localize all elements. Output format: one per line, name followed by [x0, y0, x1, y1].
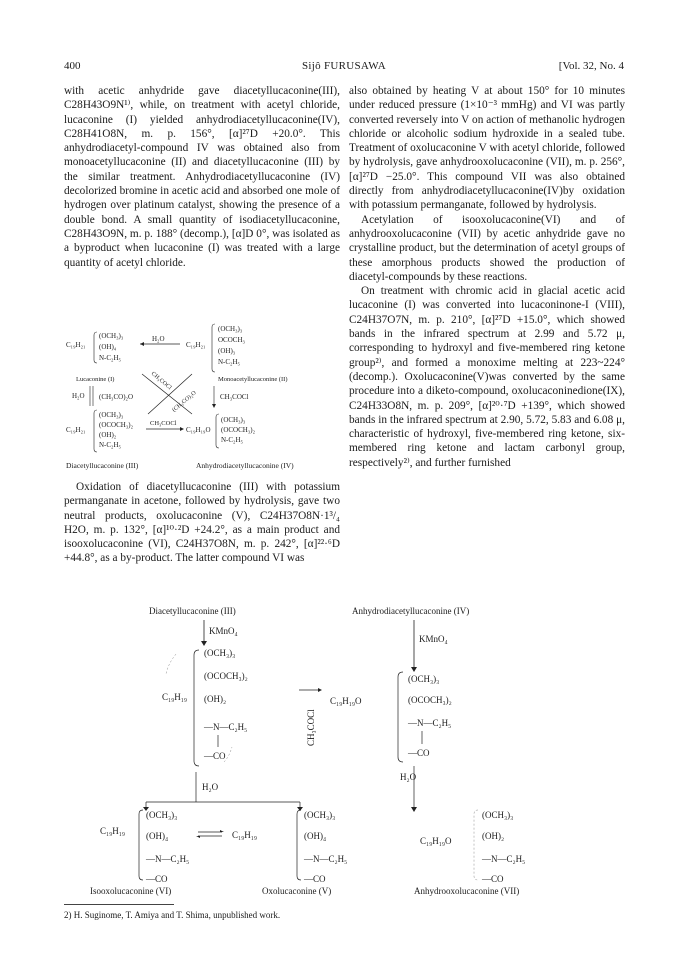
formula-group: (OH)₄	[304, 831, 327, 841]
scheme-label-iv: Anhydrodiacetyllucaconine (IV)	[352, 606, 470, 616]
formula-core: C₁₉H₁₉	[162, 692, 188, 702]
formula-group: (OCH₃)₃	[146, 810, 178, 820]
footnote: 2) H. Suginome, T. Amiya and T. Shima, unpublished work.	[64, 910, 281, 920]
formula-core: C₁₉H₂₁	[66, 426, 86, 434]
compound-label-lucaconine: Lucaconine (I)	[76, 376, 115, 383]
formula-core: C₁₉H₁₉O	[186, 426, 211, 434]
formula-group: (OH)₂	[482, 831, 505, 841]
reagent-label: (CH₃CO)₂O	[171, 390, 198, 414]
formula-core: C₁₉H₂₁	[186, 341, 206, 349]
caption-diacetyl: Diacetyllucaconine (III)	[66, 461, 139, 470]
formula-group: (OH)₂	[99, 431, 117, 439]
formula-group: —N—C₂H₅	[204, 722, 248, 732]
reagent-label: H₂O	[152, 335, 165, 343]
paragraph: Acetylation of isooxolucaconine(VI) and of anhydrooxolucaconine (VII) by acetic anhydride gave no crystalline product, but the determination of acetyl groups of these amorphous products showed the production of diacetyl-compounds by these reactions.	[349, 213, 625, 283]
scheme-label-v: Oxolucaconine (V)	[262, 886, 332, 896]
formula-group: —N—C₂H₅	[304, 854, 348, 864]
formula-group: (OCH₃)₃	[482, 810, 514, 820]
oxidation-scheme	[64, 604, 624, 886]
formula-group: OCOCH₃	[218, 336, 245, 344]
formula-group: (OH)₃	[218, 347, 236, 355]
formula-core: C₁₉H₁₉	[100, 826, 126, 836]
formula-core: C₁₉H₂₁	[66, 341, 86, 349]
formula-group: —CO	[482, 874, 504, 884]
acetylation-diagram	[64, 322, 340, 472]
formula-group: —CO	[304, 874, 326, 884]
page-number: 400	[64, 60, 81, 72]
right-column	[349, 84, 625, 470]
formula-group: —N—C₂H₅	[408, 718, 452, 728]
formula-group: (OCOCH₃)₂	[221, 426, 256, 434]
formula-group: —CO	[146, 874, 168, 884]
formula-core: C₁₉H₁₉O	[420, 836, 452, 846]
formula-group: (OCOCH₃)₂	[204, 671, 248, 681]
formula-group: N-C₂H₅	[221, 436, 243, 444]
reagent-label: KMnO₄	[209, 626, 238, 636]
formula-core: C₁₉H₁₉	[232, 830, 258, 840]
reagent-label: H₂O	[400, 772, 417, 782]
volume-info: [Vol. 32, No. 4	[558, 60, 624, 72]
paragraph: also obtained by heating V at about 150° for 10 minutes under reduced pressure (1×10⁻³ mmHg) and VI was partly converted reversely into V on action of methanolic hydrogen chloride or alcoholic sodium hydroxide in a sealed tube. Treatment of oxolucaconine V with acetyl chloride, followed by hydrolysis, gave anhydrooxolucaconine (VII), m. p. 256°, [α]²⁷D −25.0°. This compound VII was also obtained directly from anhydrodiacetyllucaconine(IV)by oxidation with potassium permanganate, followed by hydrolysis.	[349, 85, 625, 212]
formula-group: —CO	[408, 748, 430, 758]
reagent-label: CH₃COCl	[220, 393, 249, 401]
left-column-bottom	[64, 480, 340, 566]
reagent-label: KMnO₄	[419, 634, 448, 644]
scheme-label-iii: Diacetyllucaconine (III)	[149, 606, 236, 616]
formula-core: C₁₉H₁₉O	[330, 696, 362, 706]
footnote-rule	[64, 904, 174, 905]
formula-group: (OCH₃)₃	[221, 416, 246, 424]
reagent-label: CH₃COCl	[150, 420, 177, 427]
paragraph: Oxidation of diacetyllucaconine (III) with potassium permanganate in acetone, followed by hydrolysis, gave two neutral products, oxolucaconine (V), C24H37O8N·1³/₄ H2O, m. p. 132°, [α]¹⁰·²D +24.2°, as a main product and isooxolucaconine (VI), C24H37O8N, m. p. 242°, [α]²²·⁶D +44.8°, as a by-product. The latter compound VI was	[64, 481, 340, 565]
caption-anhydro: Anhydrodiacetyllucaconine (IV)	[196, 461, 294, 470]
formula-group: N-C₂H₅	[99, 354, 121, 362]
formula-group: (OCH₃)₃	[99, 332, 124, 340]
formula-group: —N—C₂H₅	[146, 854, 190, 864]
formula-group: —CO	[204, 751, 226, 761]
formula-group: (OCOCH₃)₂	[408, 695, 452, 705]
left-column-top	[64, 84, 340, 270]
formula-group: (OCH₃)₃	[99, 411, 124, 419]
scheme-captions	[64, 884, 624, 898]
paragraph: with acetic anhydride gave diacetyllucaconine(III), C28H43O9N¹⁾, while, on treatment with acetyl chloride, lucaconine (I) yielded anhydrodiacetyllucaconine(IV), C28H41O8N, m. p. 156°, [α]²⁷D +20.0°. This anhydrodiacetyl-compound IV was obtained also from monoacetyllucaconine (II) and diacetyllucaconine (III) by the similar treatment. Anhydrodiacetyllucaconine (IV) decolorized bromine in acetic acid and absorbed one mole of hydrogen over platinum catalyst, showing the presence of a double bond. A small quantity of isodiacetyllucaconine, C28H43O9N, m. p. 188° (decomp.), [α]D 0°, was isolated as a byproduct when lucaconine (I) was treated with a large quantity of acetyl chloride.	[64, 85, 340, 269]
formula-group: (OCH₃)₃	[408, 674, 440, 684]
reagent-label: CH₃COCl	[149, 370, 173, 392]
formula-group: (OCH₃)₃	[218, 325, 243, 333]
running-author: Sijô FURUSAWA	[301, 60, 386, 72]
scheme-label-vii: Anhydrooxolucaconine (VII)	[414, 886, 520, 896]
formula-group: N-C₂H₅	[99, 441, 121, 449]
reagent-label: H₂O	[72, 392, 85, 400]
formula-group: (OCOCH₃)₂	[99, 421, 134, 429]
formula-group: N-C₂H₅	[218, 358, 240, 366]
compound-label-mono: Monoacetyllucaconine (II)	[218, 376, 288, 383]
formula-group: (OH)₂	[204, 694, 227, 704]
paragraph: On treatment with chromic acid in glacial acetic acid lucaconine (I) was converted into lucaconinone-I (VIII), C24H37O7N, m. p. 210°, [α]²⁷D +15.0°, which showed bands in the infrared spectrum at 2.99 and 5.72 μ, corresponding to hydroxyl and five-membered ring ketone group²⁾, and formed a monoxime melting at 223~224° (decomp.). Oxolucaconine(V)was converted by the same procedure into a diketo-compound, oxolucaconinedione(IX), C24H33O8N, m. p. 209°, [α]²⁰·⁷D +139°, which showed bands in the infrared spectrum at 2.90, 5.72, 5.83 and 6.08 μ, characteristic of hydroxyl, five-membered ring ketone, six-membered ring ketone and lactam carbonyl group, respectively²⁾, and further furnished	[349, 285, 625, 469]
formula-group: —N—C₂H₅	[482, 854, 526, 864]
formula-group: (OCH₃)₃	[304, 810, 336, 820]
reagent-label: (CH₃CO)₂O	[99, 393, 134, 401]
formula-group: (OH)₄	[99, 343, 117, 351]
reagent-label: H₂O	[202, 782, 219, 792]
formula-group: (OCH₃)₃	[204, 648, 236, 658]
formula-group: (OH)₄	[146, 831, 169, 841]
reagent-label-vertical: CH₃COCl	[306, 709, 316, 746]
scheme-label-vi: Isooxolucaconine (VI)	[90, 886, 172, 896]
